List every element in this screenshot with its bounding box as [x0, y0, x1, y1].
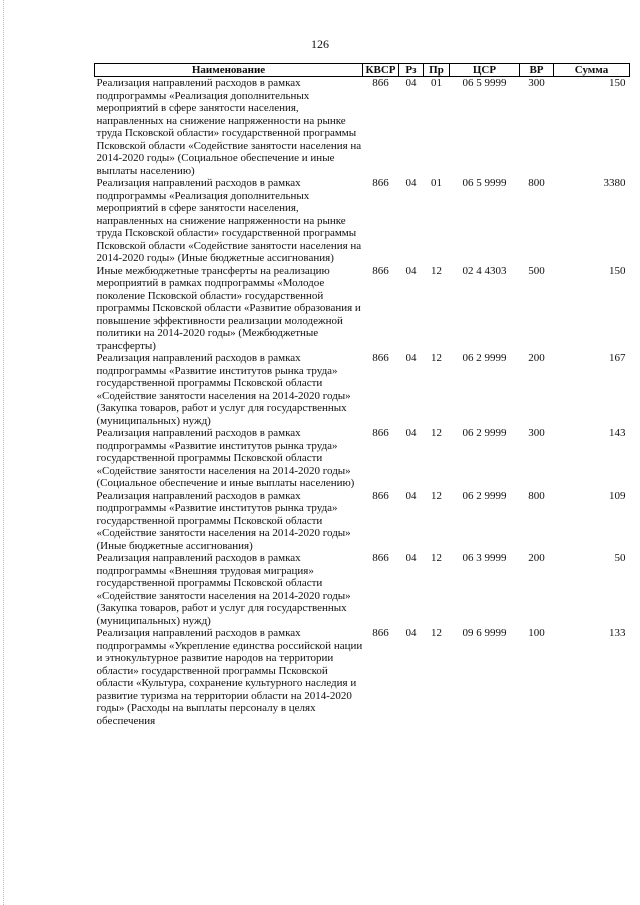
- row-csr: 06 2 9999: [462, 489, 507, 502]
- row-sum: 150: [609, 77, 626, 89]
- row-vr: 300: [528, 427, 545, 439]
- row-pr: 12: [431, 552, 442, 564]
- row-kvsr: 866: [372, 552, 389, 564]
- table-row: [95, 490, 630, 553]
- header-name: Наименование: [95, 64, 363, 77]
- row-pr: 12: [431, 264, 442, 277]
- row-kvsr: 866: [372, 177, 389, 189]
- row-vr: 100: [528, 627, 545, 639]
- row-rz: 04: [405, 352, 417, 364]
- row-name: Реализация направлений расходов в рамках подпрограммы «Развитие институтов рынка труда» государственной программы Псковской области «Содействие занятости населения на 2014-2020 годы» (Иные бюджетные ассигнования): [96, 489, 351, 552]
- row-name: Реализация направлений расходов в рамках подпрограммы «Реализация дополнительных мероприятий в сфере занятости населения, направленных на снижение напряженности на рынке труда Псковской области» государственной программы Псковской области «Содействие занятости населения на 2014-2020 годы» (Иные бюджетные ассигнования): [96, 177, 362, 264]
- row-csr: 06 2 9999: [462, 352, 507, 364]
- row-rz: 04: [405, 177, 417, 189]
- header-pr: Пр: [424, 64, 450, 77]
- table-body: [95, 77, 630, 728]
- row-csr: 02 4 4303: [462, 264, 507, 277]
- row-csr: 06 3 9999: [462, 552, 507, 564]
- header-kvsr: КВСР: [363, 64, 399, 77]
- row-vr: 200: [528, 552, 545, 564]
- row-sum: 167: [609, 352, 626, 364]
- scan-edge-line: [3, 0, 5, 905]
- row-vr: 300: [528, 77, 545, 89]
- row-rz: 04: [405, 427, 417, 439]
- header-rz: Рз: [399, 64, 424, 77]
- table-row: [95, 265, 630, 353]
- table-row: [95, 627, 630, 727]
- row-pr: 12: [431, 627, 442, 639]
- row-rz: 04: [405, 489, 417, 502]
- row-kvsr: 866: [372, 627, 389, 639]
- row-name: Реализация направлений расходов в рамках подпрограммы «Укрепление единства российской нации и этнокультурное развитие народов на территории области» государственной программы Псковской области «Культура, сохранение культурного наследия и развитие туризма на территории области на 2014-2020 годы» (Расходы на выплаты персоналу в целях обеспечения: [96, 627, 363, 727]
- row-rz: 04: [405, 552, 417, 564]
- row-rz: 04: [405, 627, 417, 639]
- table-row: [95, 352, 630, 427]
- header-sum: Сумма: [554, 64, 630, 77]
- row-pr: 12: [431, 352, 442, 364]
- row-kvsr: 866: [372, 427, 389, 439]
- row-name: Реализация направлений расходов в рамках подпрограммы «Внешняя трудовая миграция» государственной программы Псковской области «Содействие занятости населения на 2014-2020 годы» (Закупка товаров, работ и услуг для государственных (муниципальных) нужд): [96, 552, 351, 627]
- row-kvsr: 866: [372, 352, 389, 364]
- row-kvsr: 866: [372, 489, 389, 502]
- row-sum: 50: [614, 552, 626, 564]
- row-csr: 06 5 9999: [462, 177, 507, 189]
- row-csr: 06 2 9999: [462, 427, 507, 439]
- row-sum: 143: [609, 427, 626, 439]
- table-row: [95, 177, 630, 265]
- budget-table: [94, 63, 630, 727]
- row-pr: 12: [431, 427, 442, 439]
- row-name: Реализация направлений расходов в рамках подпрограммы «Развитие институтов рынка труда» государственной программы Псковской области «Содействие занятости населения на 2014-2020 годы» (Социальное обеспечение и иные выплаты населению): [96, 427, 355, 489]
- row-pr: 01: [431, 77, 442, 89]
- header-csr: ЦСР: [450, 64, 520, 77]
- row-rz: 04: [405, 77, 417, 89]
- row-vr: 500: [528, 264, 545, 277]
- table-row: [95, 427, 630, 490]
- row-sum: 3380: [603, 177, 626, 189]
- row-name: Реализация направлений расходов в рамках подпрограммы «Развитие институтов рынка труда» государственной программы Псковской области «Содействие занятости населения на 2014-2020 годы» (Закупка товаров, работ и услуг для государственных (муниципальных) нужд): [96, 352, 351, 427]
- table-row: [95, 77, 630, 178]
- table-header-row: [95, 64, 630, 77]
- row-pr: 12: [431, 489, 442, 502]
- row-pr: 01: [431, 177, 442, 189]
- row-kvsr: 866: [372, 264, 389, 277]
- row-sum: 109: [609, 489, 626, 502]
- row-name: Иные межбюджетные трансферты на реализацию мероприятий в рамках подпрограммы «Молодое поколение Псковской области» государственной программы Псковской области «Развитие образования и повышение эффективности реализации молодежной политики на 2014-2020 годы» (Межбюджетные трансферты): [96, 264, 361, 352]
- row-vr: 800: [528, 177, 545, 189]
- row-csr: 06 5 9999: [462, 77, 507, 89]
- row-kvsr: 866: [372, 77, 389, 89]
- row-sum: 133: [609, 627, 626, 639]
- page-number: 126: [311, 37, 329, 51]
- row-sum: 150: [609, 264, 626, 277]
- row-name: Реализация направлений расходов в рамках подпрограммы «Реализация дополнительных мероприятий в сфере занятости населения, направленных на снижение напряженности на рынке труда Псковской области» государственной программы Псковской области «Содействие занятости населения на 2014-2020 годы» (Социальное обеспечение и иные выплаты населению): [96, 77, 362, 177]
- header-vr: ВР: [520, 64, 554, 77]
- row-rz: 04: [405, 264, 417, 277]
- row-vr: 800: [528, 489, 545, 502]
- table-row: [95, 552, 630, 627]
- row-vr: 200: [528, 352, 545, 364]
- row-csr: 09 6 9999: [462, 627, 507, 639]
